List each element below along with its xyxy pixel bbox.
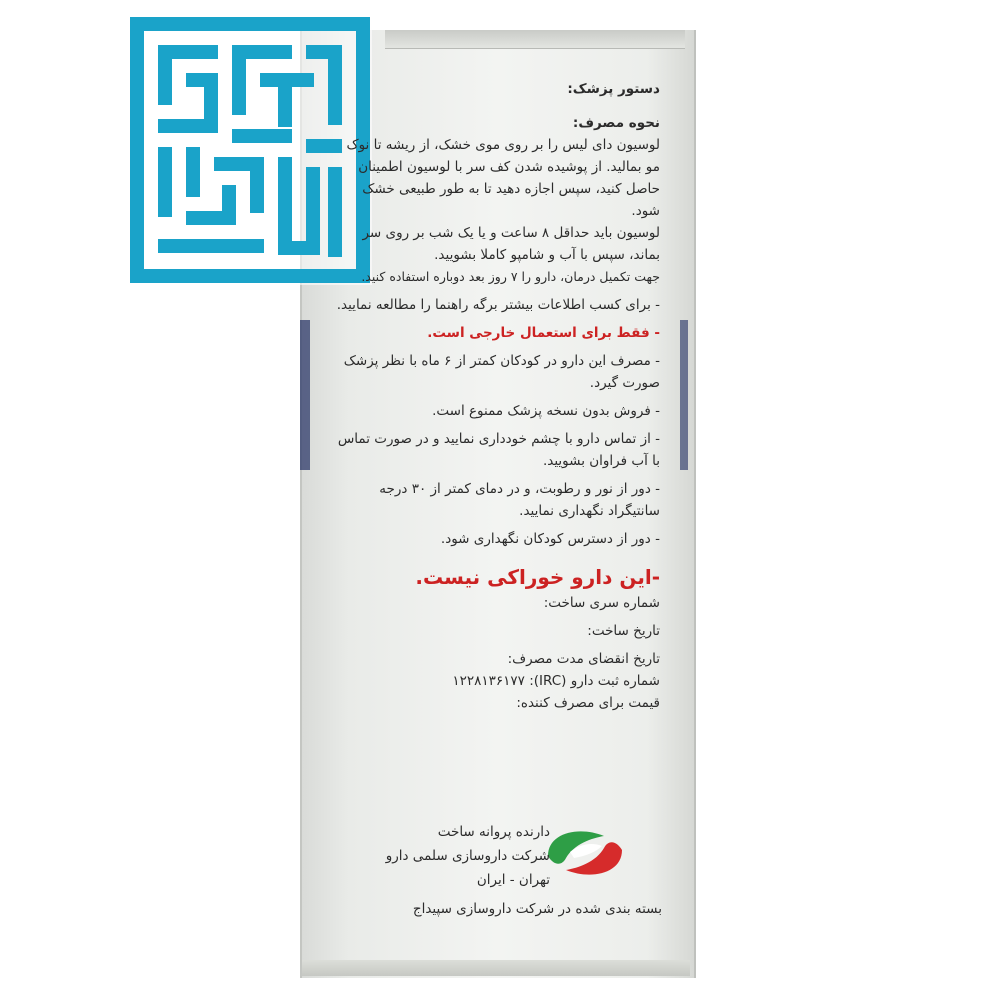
warnings-list (330, 294, 660, 550)
warning-item: - دور از دسترس کودکان نگهداری شود. (440, 531, 660, 547)
warning-item: - از تماس دارو با چشم خودداری نمایید و در صورت تماس با آب فراوان بشویید. (337, 431, 660, 469)
consumer-price-label: قیمت برای مصرف کننده: (516, 695, 660, 711)
salmi-logo-icon (540, 822, 630, 884)
company-location: تهران - ایران (476, 872, 550, 888)
usage-title: نحوه مصرف: (572, 115, 660, 131)
box-bottom-flap (302, 960, 690, 976)
registration-number: شماره ثبت دارو (IRC): ۱۲۲۸۱۳۶۱۷۷ (452, 673, 660, 689)
manufacturer-block (340, 820, 550, 892)
doctor-instruction-label: دستور پزشک: (567, 81, 660, 97)
instructions-column (330, 78, 660, 714)
usage-text-2: لوسیون باید حداقل ۸ ساعت و یا یک شب بر روی سر بماند، سپس با آب و شامپو کاملا بشویید. (362, 225, 660, 263)
box-top-flap (385, 30, 685, 49)
company-name: شرکت داروسازی سلمی دارو (385, 848, 550, 864)
batch-number-label: شماره سری ساخت: (543, 595, 660, 611)
manufacture-date-label: تاریخ ساخت: (587, 623, 660, 639)
expiry-date-label: تاریخ انقضای مدت مصرف: (507, 651, 660, 667)
warning-item: - دور از نور و رطوبت، و در دمای کمتر از ۳۰ درجه سانتیگراد نگهداری نمایید. (379, 481, 660, 519)
warning-item: - فروش بدون نسخه پزشک ممنوع است. (432, 403, 660, 419)
box-edge-strip-left (300, 320, 310, 470)
warning-item: - برای کسب اطلاعات بیشتر برگه راهنما را مطالعه نمایید. (336, 297, 660, 313)
license-holder-label: دارنده پروانه ساخت (437, 824, 550, 840)
packager-line (310, 898, 662, 920)
usage-text-3: جهت تکمیل درمان، دارو را ۷ روز بعد دوباره استفاده کنید. (361, 269, 660, 284)
packaged-by-text: بسته بندی شده در شرکت داروسازی سپیداج (412, 901, 662, 917)
warning-item: - مصرف این دارو در کودکان کمتر از ۶ ماه با نظر پزشک صورت گیرد. (343, 353, 660, 391)
box-edge-strip-right (680, 320, 688, 470)
usage-text-1: لوسیون دای لیس را بر روی موی خشک، از ریشه تا نوک مو بمالید. از پوشیده شدن کف سر با لوسیون اطمینان حاصل کنید، سپس اجازه دهید تا به طور طبیعی خشک شود. (346, 137, 660, 219)
not-edible-warning: -این دارو خوراکی نیست. (415, 565, 660, 589)
warning-item: - فقط برای استعمال خارجی است. (427, 325, 660, 341)
